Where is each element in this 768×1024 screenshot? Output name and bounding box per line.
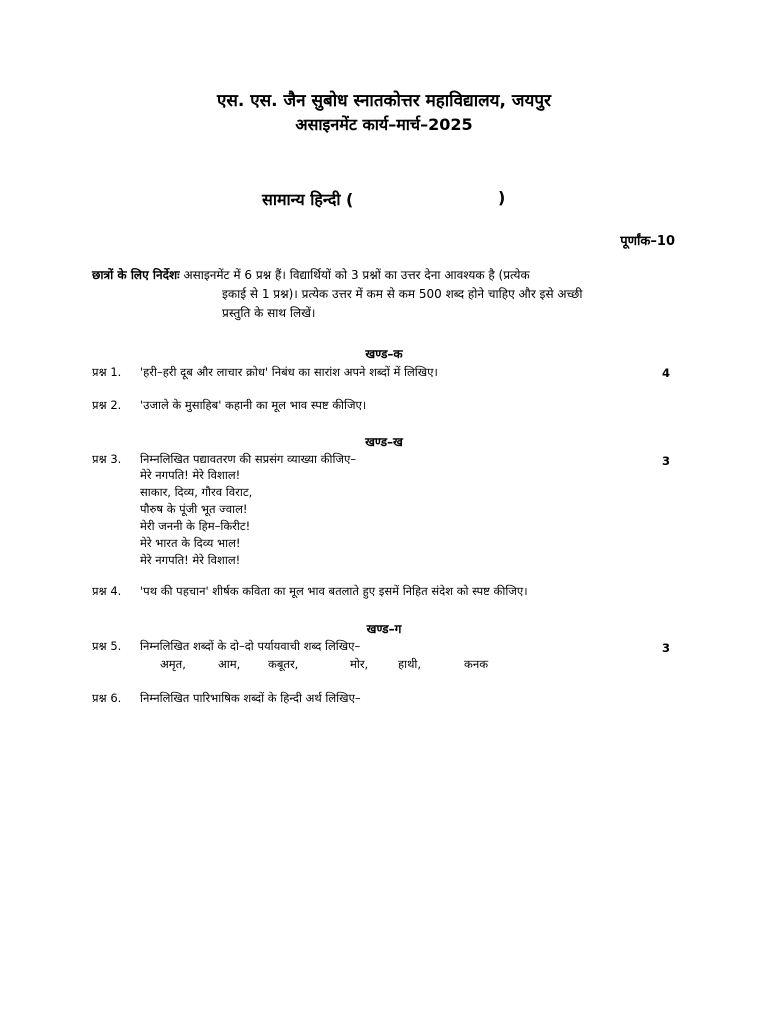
word-item: अमृत, [160,657,186,671]
question-5 [92,638,682,655]
poem-line: साकार, दिव्य, गौरव विराट, [140,485,253,499]
question-3-text: निम्नलिखित पद्यावतरण की सप्रसंग व्याख्या कीजिए– [140,452,357,466]
question-3-number: प्रश्न 3. [92,452,122,466]
question-3 [92,451,682,468]
question-5-marks: 3 [662,641,671,655]
question-3-marks: 3 [662,454,671,468]
subject-label: सामान्य हिन्दी ( [262,190,354,209]
subject-title [262,188,506,210]
full-marks: पूर्णांक–10 [620,234,675,249]
poem-line: मेरे नगपति! मेरे विशाल! [140,553,241,567]
question-3-poem [140,467,252,569]
section-c-heading: खण्ड–ग [366,622,402,636]
word-item: कबूतर, [268,657,299,671]
question-1-text: 'हरी–हरी दूब और लाचार क्रोध' निबंध का सारांश अपने शब्दों में लिखिए। [140,365,438,379]
poem-line: पौरुष के पूंजी भूत ज्वाल! [140,502,248,516]
subject-close-paren: ) [498,188,506,207]
question-5-number: प्रश्न 5. [92,639,122,653]
question-2 [92,397,682,414]
section-b-heading: खण्ड–ख [365,435,403,449]
assignment-title: असाइनमेंट कार्य–मार्च–2025 [295,115,473,134]
question-1-number: प्रश्न 1. [92,365,122,379]
question-4-number: प्रश्न 4. [92,584,122,598]
question-4-text: 'पथ की पहचान' शीर्षक कविता का मूल भाव बतलाते हुए इसमें निहित संदेश को स्पष्ट कीजिए। [140,584,528,598]
section-a-heading: खण्ड–क [365,347,403,361]
poem-line: मेरी जननी के हिम–किरीट! [140,519,251,533]
word-item: मोर, [350,657,369,671]
instructions-line-1: असाइनमेंट में 6 प्रश्न हैं। विद्यार्थियों को 3 प्रश्नों का उत्तर देना आवश्यक है (प्रत्येक [183,268,530,282]
word-item: आम, [218,657,241,671]
poem-line: मेरे नगपति! मेरे विशाल! [140,468,241,482]
instructions-line-3: प्रस्तुति के साथ लिखें। [222,306,316,320]
question-2-text: 'उजाले के मुसाहिब' कहानी का मूल भाव स्पष्ट कीजिए। [140,398,367,412]
question-1-marks: 4 [662,366,671,380]
word-item: हाथी, [398,657,422,671]
instructions [92,266,682,323]
question-6 [92,690,682,707]
question-1 [92,364,682,381]
question-5-text: निम्नलिखित शब्दों के दो–दो पर्यायवाची शब्द लिखिए– [140,639,361,653]
question-6-number: प्रश्न 6. [92,691,122,705]
poem-line: मेरे भारत के दिव्य भाल! [140,536,241,550]
question-2-number: प्रश्न 2. [92,398,122,412]
question-6-text: निम्नलिखित पारिभाषिक शब्दों के हिन्दी अर्थ लिखिए– [140,691,361,705]
question-4 [92,583,682,600]
instructions-line-2: इकाई से 1 प्रश्न)। प्रत्येक उत्तर में कम से कम 500 शब्द होने चाहिए और इसे अच्छी [222,287,583,301]
word-item: कनक [464,657,489,671]
instructions-label: छात्रों के लिए निर्देशः [92,268,180,282]
college-name: एस. एस. जैन सुबोध स्नातकोत्तर महाविद्यालय, जयपुर [217,91,551,111]
